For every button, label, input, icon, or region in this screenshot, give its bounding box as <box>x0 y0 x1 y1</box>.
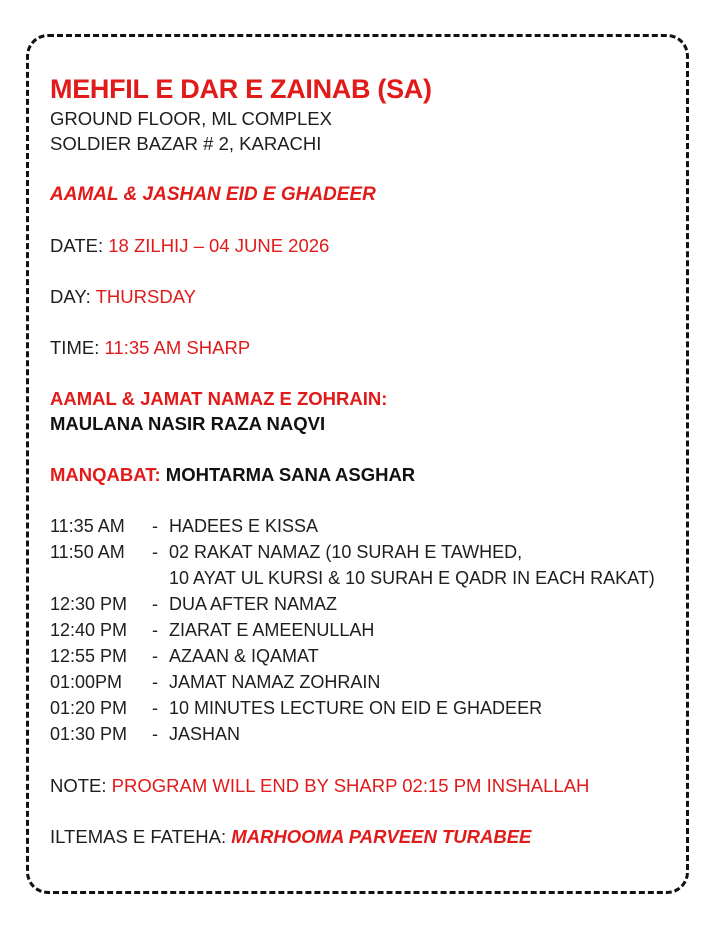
venue-title: MEHFIL E DAR E ZAINAB (SA) <box>50 74 432 104</box>
schedule-row <box>50 643 690 669</box>
day-line <box>50 284 690 309</box>
schedule-activity: DUA AFTER NAMAZ <box>169 594 338 614</box>
schedule-dash: - <box>152 698 158 718</box>
schedule-row <box>50 695 690 721</box>
schedule-row <box>50 539 690 565</box>
schedule-time: 01:20 PM <box>50 698 128 718</box>
time-label: TIME: <box>50 337 100 358</box>
time-line <box>50 335 690 360</box>
schedule-row <box>50 617 690 643</box>
schedule-dash: - <box>152 516 158 536</box>
manqabat-value: MOHTARMA SANA ASGHAR <box>165 464 416 485</box>
schedule-time: 12:40 PM <box>50 620 128 640</box>
namaz-value: MAULANA NASIR RAZA NAQVI <box>50 413 326 434</box>
day-value: THURSDAY <box>95 286 196 307</box>
schedule-activity: AZAAN & IQAMAT <box>169 646 319 666</box>
schedule-row <box>50 513 690 539</box>
iltemas-label: ILTEMAS E FATEHA: <box>50 826 227 847</box>
schedule-time: 12:55 PM <box>50 646 128 666</box>
schedule-activity: JASHAN <box>169 724 241 744</box>
schedule-dash: - <box>152 542 158 562</box>
manqabat-line <box>50 462 690 487</box>
note-line <box>50 773 690 798</box>
schedule-dash: - <box>152 672 158 692</box>
schedule-time: 01:30 PM <box>50 724 128 744</box>
schedule-row <box>50 669 690 695</box>
schedule-activity: 10 MINUTES LECTURE ON EID E GHADEER <box>169 698 543 718</box>
event-name: AAMAL & JASHAN EID E GHADEER <box>50 184 376 205</box>
iltemas-line <box>50 824 690 849</box>
schedule-time: 11:35 AM <box>50 516 125 536</box>
schedule-list <box>50 513 690 747</box>
schedule-dash: - <box>152 724 158 744</box>
schedule-activity: 02 RAKAT NAMAZ (10 SURAH E TAWHED, <box>169 542 523 562</box>
day-label: DAY: <box>50 286 91 307</box>
time-value: 11:35 AM SHARP <box>104 337 251 358</box>
schedule-activity-continued: 10 AYAT UL KURSI & 10 SURAH E QADR IN EACH RAKAT) <box>169 568 655 588</box>
flyer-content <box>50 72 690 849</box>
schedule-row-continuation <box>50 565 690 591</box>
address-line-2: SOLDIER BAZAR # 2, KARACHI <box>50 133 322 154</box>
schedule-time: 12:30 PM <box>50 594 128 614</box>
schedule-row <box>50 721 690 747</box>
date-label: DATE: <box>50 235 104 256</box>
schedule-activity: JAMAT NAMAZ ZOHRAIN <box>169 672 381 692</box>
schedule-row <box>50 591 690 617</box>
note-value: PROGRAM WILL END BY SHARP 02:15 PM INSHALLAH <box>111 775 590 796</box>
schedule-activity: HADEES E KISSA <box>169 516 319 536</box>
address-line-1: GROUND FLOOR, ML COMPLEX <box>50 108 332 129</box>
schedule-dash: - <box>152 594 158 614</box>
schedule-activity: ZIARAT E AMEENULLAH <box>169 620 375 640</box>
namaz-label: AAMAL & JAMAT NAMAZ E ZOHRAIN: <box>50 388 388 409</box>
schedule-time: 01:00PM <box>50 672 123 692</box>
date-line <box>50 233 690 258</box>
date-value: 18 ZILHIJ – 04 JUNE 2026 <box>108 235 330 256</box>
schedule-dash: - <box>152 620 158 640</box>
schedule-time: 11:50 AM <box>50 542 125 562</box>
schedule-dash: - <box>152 646 158 666</box>
iltemas-value: MARHOOMA PARVEEN TURABEE <box>231 826 532 847</box>
note-label: NOTE: <box>50 775 107 796</box>
manqabat-label: MANQABAT: <box>50 464 161 485</box>
